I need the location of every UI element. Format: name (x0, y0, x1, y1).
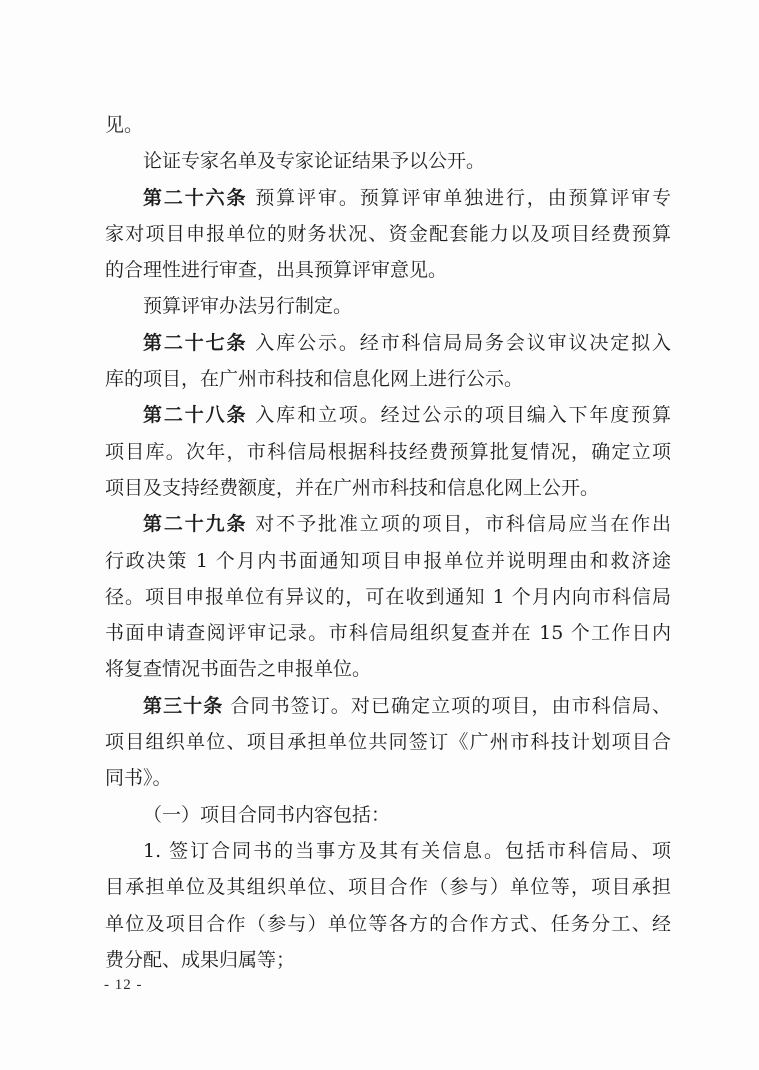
line-text: 同书》。 (105, 767, 172, 790)
line-text: 单位及项目合作（参与）单位等各方的合作方式、任务分工、经 (105, 912, 671, 935)
line-text: 1. 签订合同书的当事方及其有关信息。包括市科信局、项 (143, 839, 671, 862)
text-line (105, 579, 671, 615)
text-line (105, 397, 671, 433)
text-line (105, 906, 671, 942)
text-line (105, 143, 671, 179)
line-text: 的合理性进行审查，出具预算评审意见。 (105, 259, 448, 282)
article-number: 第二十九条 (143, 513, 248, 536)
article-number: 第二十八条 (143, 404, 248, 427)
text-line (105, 470, 671, 506)
line-text: 见。 (105, 114, 144, 136)
text-line (105, 506, 671, 542)
line-text: 预算评审。预算评审单独进行，由预算评审专 (247, 186, 671, 209)
text-line (105, 288, 671, 324)
text-line (105, 107, 671, 143)
line-text: 合同书签订。对已确定立项的项目，由市科信局、 (223, 694, 671, 717)
line-text: 库的项目，在广州市科技和信息化网上进行公示。 (105, 368, 524, 391)
text-line (105, 325, 671, 361)
text-line (105, 615, 671, 651)
text-line (105, 361, 671, 397)
line-text: 论证专家名单及专家论证结果予以公开。 (143, 150, 486, 173)
text-line (105, 833, 671, 869)
line-text: 入库和立项。经过公示的项目编入下年度预算 (247, 404, 671, 427)
text-line (105, 180, 671, 216)
text-line (105, 797, 671, 833)
article-number: 第二十六条 (143, 186, 248, 209)
text-line (105, 724, 671, 760)
page-number: - 12 - (104, 977, 143, 993)
text-line (105, 688, 671, 724)
line-text: 项目及支持经费额度，并在广州市科技和信息化网上公开。 (105, 476, 600, 499)
text-line (105, 651, 671, 687)
text-line (105, 942, 671, 978)
text-line (105, 216, 671, 252)
line-text: 书面申请查阅评审记录。市科信局组织复查并在 15 个工作日内 (105, 622, 671, 645)
article-number: 第三十条 (143, 694, 224, 717)
line-text: 目承担单位及其组织单位、项目合作（参与）单位等，项目承担 (105, 876, 671, 899)
line-text: 家对项目申报单位的财务状况、资金配套能力以及项目经费预算 (105, 222, 671, 245)
line-text: 预算评审办法另行制定。 (143, 295, 353, 318)
line-text: 入库公示。经市科信局局务会议审议决定拟入 (247, 331, 671, 354)
line-text: 费分配、成果归属等； (105, 948, 296, 971)
text-line (105, 760, 671, 796)
text-line (105, 869, 671, 905)
text-line (105, 543, 671, 579)
line-text: 将复查情况书面告之申报单位。 (105, 658, 372, 681)
article-number: 第二十七条 (143, 331, 248, 354)
line-text: 径。项目申报单位有异议的，可在收到通知 1 个月内向市科信局 (105, 585, 671, 608)
line-text: （一）项目合同书内容包括： (143, 803, 391, 826)
line-text: 项目组织单位、项目承担单位共同签订《广州市科技计划项目合 (105, 731, 671, 754)
line-text: 行政决策 1 个月内书面通知项目申报单位并说明理由和救济途 (105, 549, 671, 572)
body-text (105, 107, 671, 978)
line-text: 项目库。次年，市科信局根据科技经费预算批复情况，确定立项 (105, 440, 671, 463)
text-line (105, 252, 671, 288)
line-text: 对不予批准立项的项目，市科信局应当在作出 (247, 513, 671, 536)
text-line (105, 434, 671, 470)
